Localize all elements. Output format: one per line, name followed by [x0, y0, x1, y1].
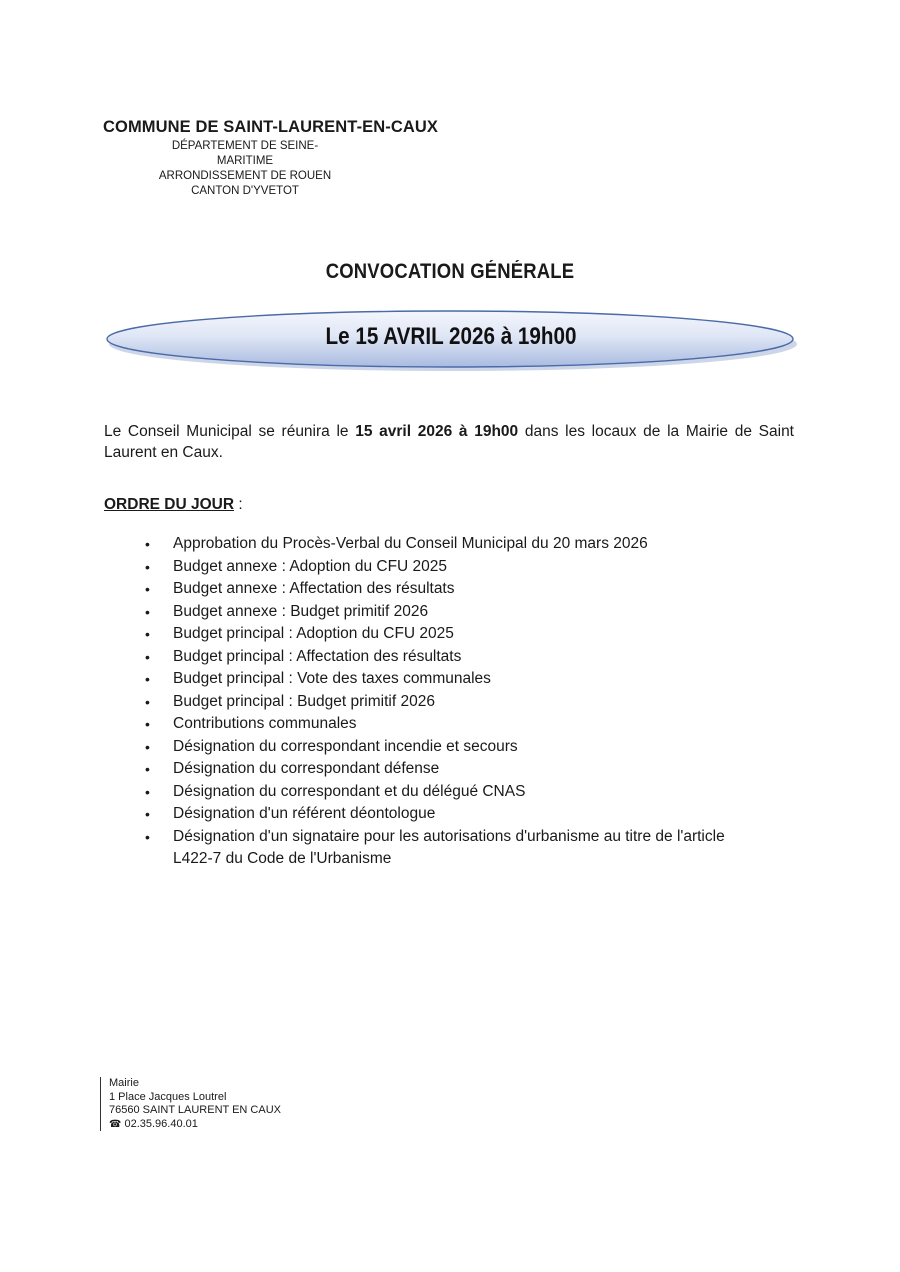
- date-banner: [104, 306, 798, 372]
- agenda-item-text: Approbation du Procès-Verbal du Conseil Municipal du 20 mars 2026: [173, 535, 648, 552]
- intro-date-bold: 15 avril 2026 à 19h00: [355, 423, 519, 440]
- bullet-icon: •: [145, 581, 150, 597]
- departement-line: DÉPARTEMENT DE SEINE-MARITIME: [171, 140, 319, 167]
- bullet-icon: •: [145, 671, 150, 687]
- bullet-icon: •: [145, 828, 150, 845]
- agenda-item-text: Budget principal : Budget primitif 2026: [173, 692, 435, 710]
- letterhead: [103, 118, 438, 199]
- agenda-item: [145, 691, 765, 714]
- agenda-item: [145, 826, 765, 871]
- agenda-item-text: Budget annexe : Affectation des résultats: [173, 580, 455, 597]
- agenda-heading: [104, 496, 243, 514]
- agenda-item-text: Budget annexe : Adoption du CFU 2025: [173, 557, 448, 575]
- agenda-item: [145, 736, 765, 759]
- bullet-icon: •: [145, 738, 150, 755]
- arrondissement-line: ARRONDISSEMENT DE ROUEN: [158, 170, 332, 182]
- intro-text-start: Le Conseil Municipal se réunira le: [104, 423, 356, 440]
- bullet-icon: •: [145, 693, 150, 710]
- agenda-item: [145, 758, 765, 781]
- commune-name: COMMUNE DE SAINT-LAURENT-EN-CAUX: [103, 118, 439, 136]
- bullet-icon: •: [145, 761, 150, 777]
- intro-text-end: dans les locaux de la Mairie de Saint Laurent en Caux.: [104, 423, 794, 461]
- mairie-address-block: [100, 1077, 281, 1131]
- intro-paragraph: [104, 421, 794, 463]
- agenda-heading-label: ORDRE DU JOUR: [104, 496, 235, 513]
- agenda-item: [145, 578, 765, 601]
- agenda-item: [145, 781, 765, 804]
- agenda-list: [145, 533, 765, 871]
- document-title: CONVOCATION GÉNÉRALE: [325, 260, 575, 283]
- agenda-item-text: Budget principal : Vote des taxes communales: [173, 670, 491, 687]
- address-mairie: Mairie: [109, 1077, 139, 1089]
- agenda-item-text: Désignation du correspondant et du délégué CNAS: [173, 782, 526, 800]
- letterhead-subtitle: [150, 139, 438, 199]
- agenda-item: [145, 533, 765, 556]
- address-phone: 02.35.96.40.01: [124, 1117, 198, 1130]
- telephone-icon: ☎: [109, 1118, 122, 1130]
- bullet-icon: •: [145, 783, 150, 800]
- bullet-icon: •: [145, 536, 150, 552]
- agenda-item-text: Désignation d'un référent déontologue: [173, 805, 436, 822]
- agenda-item-text: Désignation du correspondant incendie et secours: [173, 737, 518, 755]
- agenda-item: [145, 803, 765, 826]
- agenda-item: [145, 556, 765, 579]
- agenda-item-text: Désignation du correspondant défense: [173, 760, 440, 777]
- address-street: 1 Place Jacques Loutrel: [109, 1090, 227, 1103]
- agenda-item-text: Contributions communales: [173, 715, 357, 732]
- bullet-icon: •: [145, 558, 150, 575]
- agenda-heading-colon: :: [234, 496, 243, 513]
- address-city: 76560 SAINT LAURENT EN CAUX: [109, 1104, 281, 1116]
- bullet-icon: •: [145, 603, 150, 620]
- agenda-item: [145, 668, 765, 691]
- agenda-item: [145, 623, 765, 646]
- agenda-item: [145, 646, 765, 669]
- agenda-item-text: Désignation d'un signataire pour les autorisations d'urbanisme au titre de l'article L422-7 du Code de l'Urbanisme: [173, 827, 725, 867]
- bullet-icon: •: [145, 648, 150, 665]
- agenda-item-text: Budget annexe : Budget primitif 2026: [173, 602, 429, 620]
- bullet-icon: •: [145, 626, 150, 642]
- agenda-item-text: Budget principal : Affectation des résultats: [173, 647, 462, 665]
- bullet-icon: •: [145, 806, 150, 822]
- canton-line: CANTON D'YVETOT: [191, 185, 299, 197]
- meeting-date: Le 15 AVRIL 2026 à 19h00: [325, 323, 577, 350]
- agenda-item: [145, 601, 765, 624]
- agenda-item-text: Budget principal : Adoption du CFU 2025: [173, 625, 454, 642]
- address-phone-line: [109, 1118, 281, 1132]
- bullet-icon: •: [145, 716, 150, 732]
- agenda-item: [145, 713, 765, 736]
